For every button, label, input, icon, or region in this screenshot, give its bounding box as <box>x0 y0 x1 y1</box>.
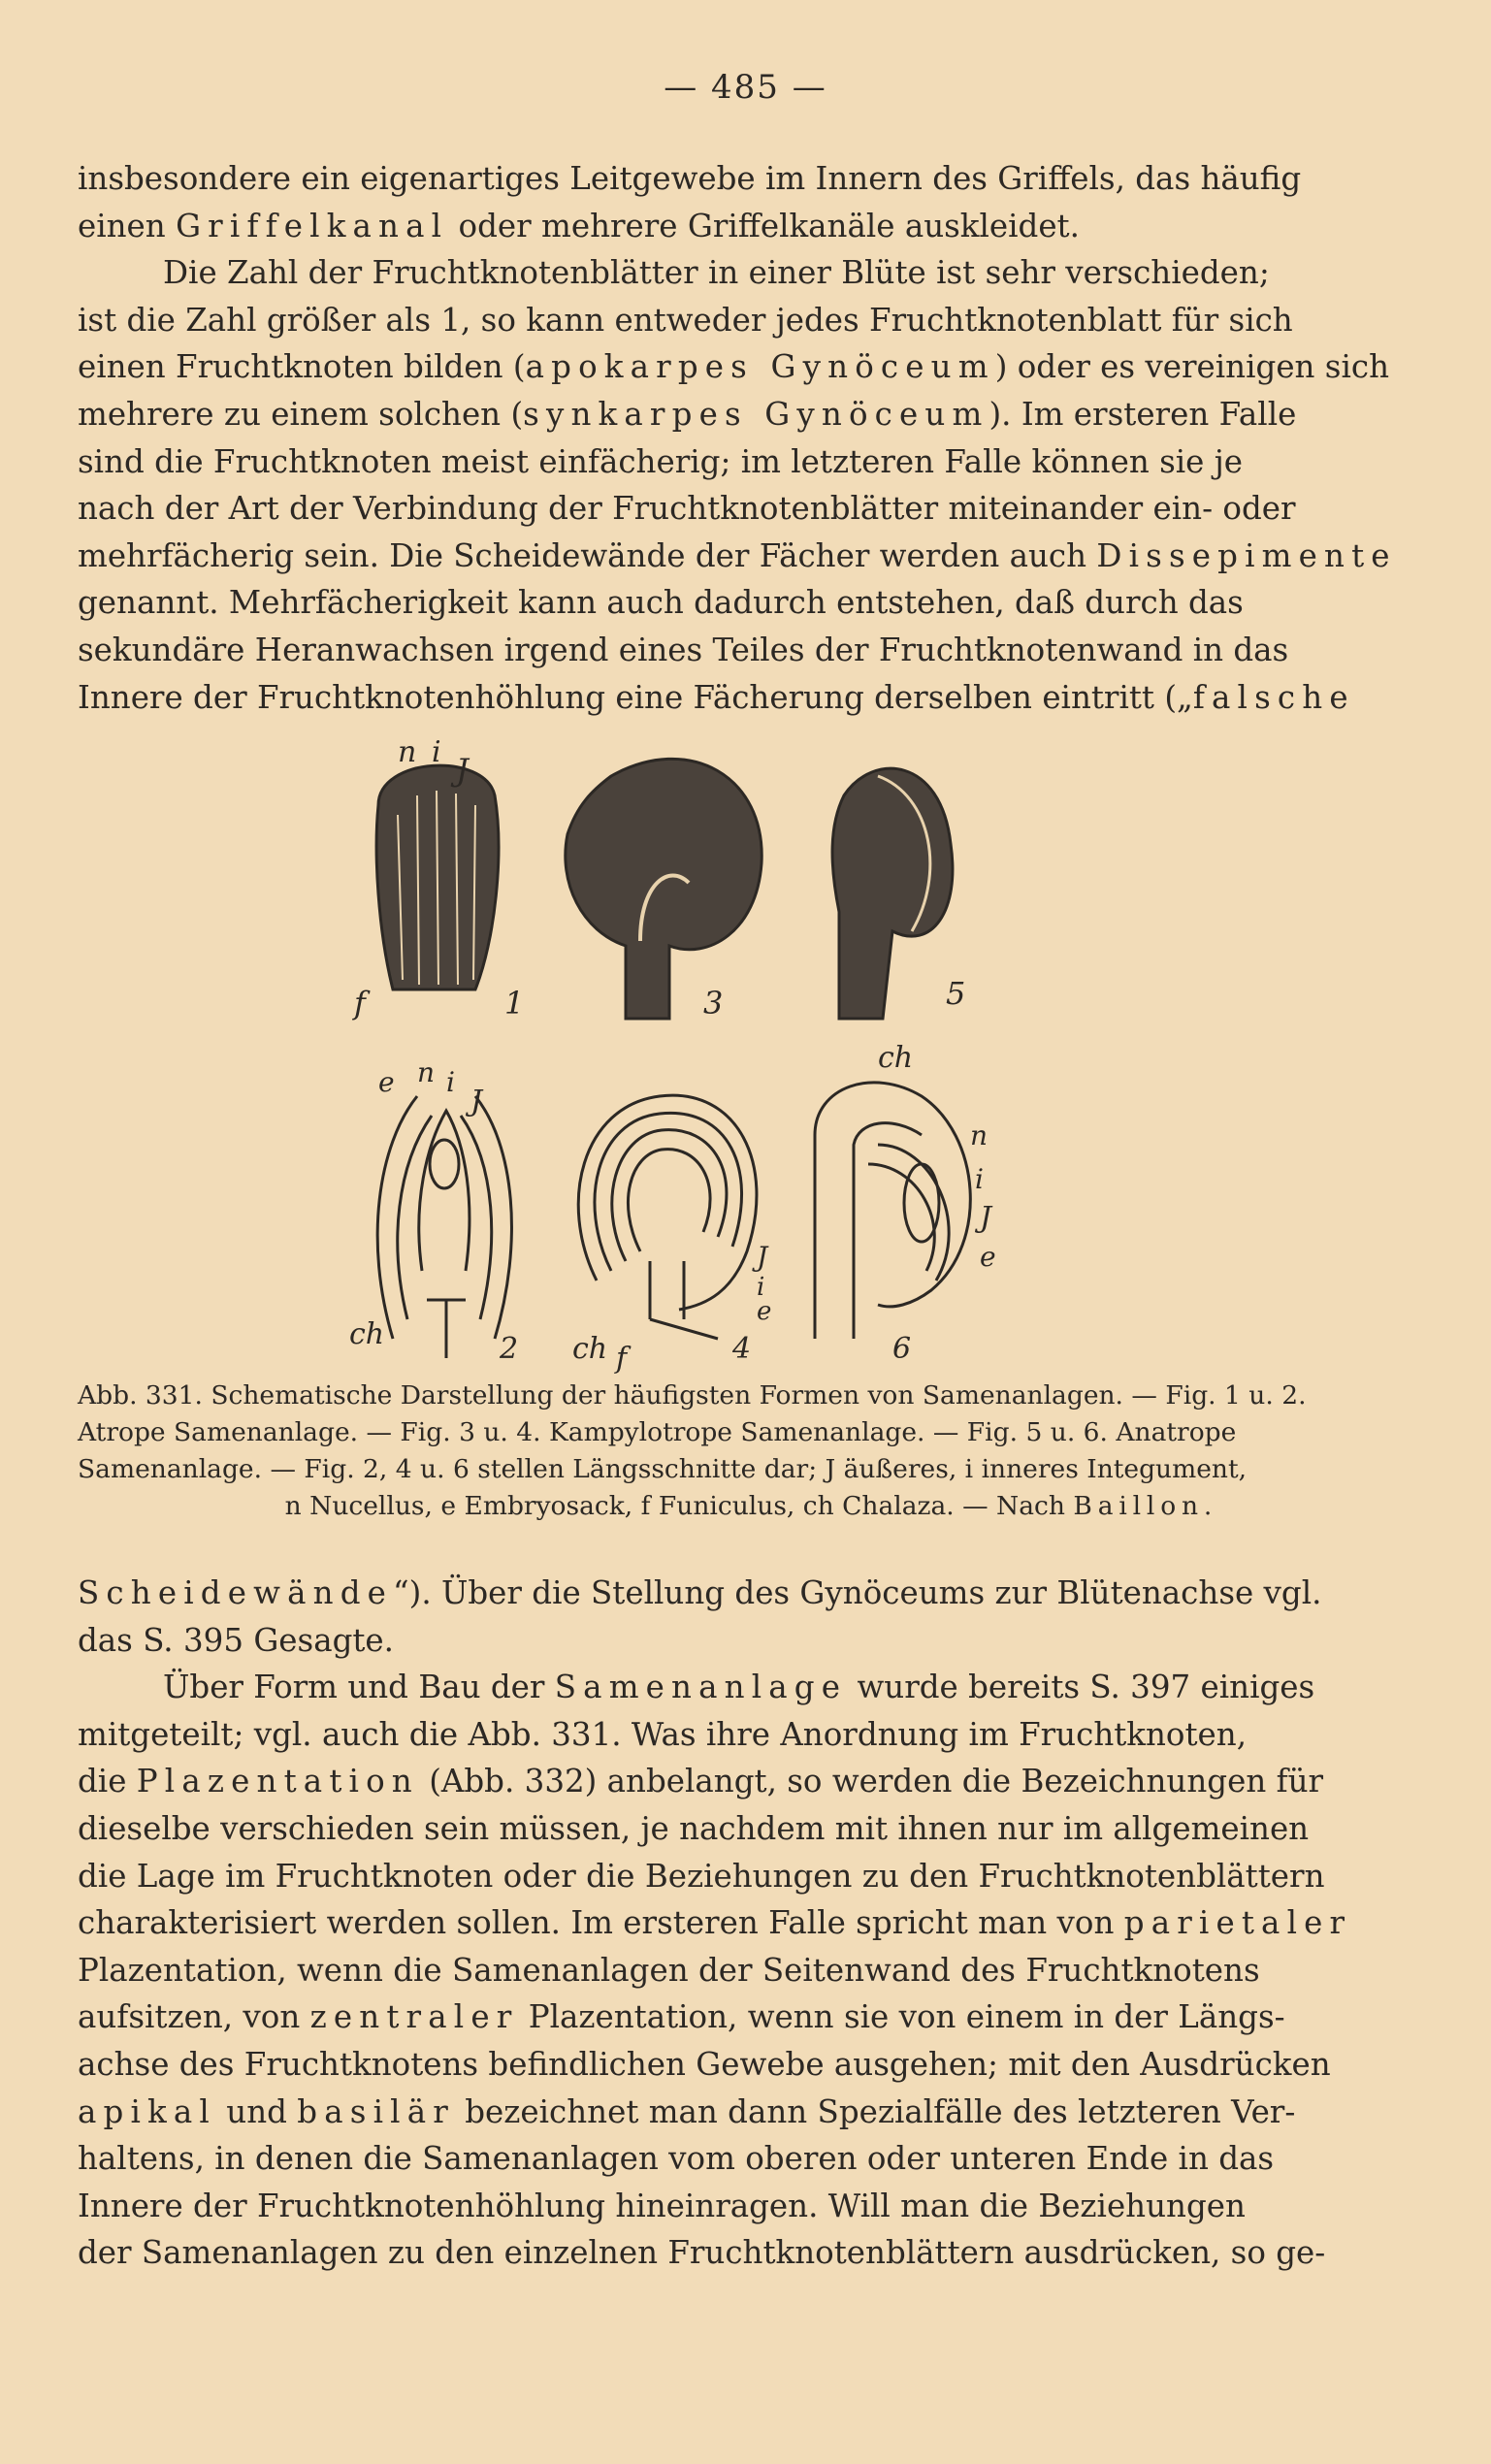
caption-line: n Nucellus, e Embryosack, f Funiculus, ch Chalaza. — Nach Baillon. <box>284 1491 1213 1521</box>
label-e: e <box>378 1066 395 1098</box>
fig2-atrope-section <box>349 1056 518 1366</box>
caption-line: Atrope Samenanlage. — Fig. 3 u. 4. Kampylotrope Samenanlage. — Fig. 5 u. 6. Anatrope <box>78 1417 1237 1447</box>
figure-number-2: 2 <box>500 1332 519 1366</box>
figure-ovule-drawings <box>349 737 1154 1378</box>
label-n: n <box>398 737 417 769</box>
text-line: Über Form und Bau der Samenanlage wurde bereits S. 397 einiges <box>163 1669 1315 1706</box>
text-line: apikal und basilär bezeichnet man dann Spezialfälle des letzteren Ver- <box>78 2092 1296 2130</box>
text-line: achse des Fruchtknotens befindlichen Gewebe ausgehen; mit den Ausdrücken <box>78 2045 1331 2083</box>
text-line: mitgeteilt; vgl. auch die Abb. 331. Was ihre Anordnung im Fruchtknoten, <box>78 1715 1248 1753</box>
ovule-illustration <box>349 737 1154 1378</box>
label-ch: ch <box>878 1041 914 1075</box>
label-J: J <box>757 1241 768 1273</box>
fig5-anatrope-ovule <box>832 768 965 1019</box>
text-line: die Plazentation (Abb. 332) anbelangt, so werden die Bezeichnungen für <box>78 1763 1324 1800</box>
figure-caption <box>78 1378 1419 1525</box>
caption-line: Abb. 331. Schematische Darstellung der häufigsten Formen von Samenanlagen. — Fig. 1 u. 2. <box>78 1380 1307 1410</box>
paragraph-upper <box>78 155 1419 721</box>
text-line: Scheidewände“). Über die Stellung des Gynöceums zur Blütenachse vgl. <box>78 1574 1322 1611</box>
page-number: — 485 — <box>664 68 827 107</box>
text-line: einen Griffelkanal oder mehrere Griffelkanäle auskleidet. <box>78 207 1080 244</box>
fig6-anatrope-section <box>815 1041 996 1366</box>
figure-number-4: 4 <box>732 1332 752 1366</box>
label-e: e <box>980 1241 996 1273</box>
figure-number-5: 5 <box>946 975 966 1012</box>
caption-line: Samenanlage. — Fig. 2, 4 u. 6 stellen Längsschnitte dar; J äußeres, i inneres Integument, <box>78 1454 1248 1484</box>
label-i: i <box>432 737 441 769</box>
text-line: Innere der Fruchtknotenhöhlung eine Fächerung derselben eintritt („falsche <box>78 678 1355 716</box>
text-line: dieselbe verschieden sein müssen, je nachdem mit ihnen nur im allgemeinen <box>78 1809 1310 1847</box>
label-n: n <box>970 1119 989 1151</box>
label-e: e <box>757 1297 772 1326</box>
text-line: haltens, in denen die Samenanlagen vom oberen oder unteren Ende in das <box>78 2140 1275 2178</box>
label-i: i <box>757 1273 765 1302</box>
text-line: mehrere zu einem solchen (synkarpes Gynöceum). Im ersteren Falle <box>78 395 1297 433</box>
figure-number-3: 3 <box>703 985 724 1021</box>
label-f: f <box>616 1342 628 1376</box>
label-i: i <box>975 1163 984 1195</box>
text-line: charakterisiert werden sollen. Im ersteren Falle spricht man von parietaler <box>78 1904 1352 1942</box>
text-line: insbesondere ein eigenartiges Leitgewebe im Innern des Griffels, das häufig <box>78 160 1302 197</box>
text-line: mehrfächerig sein. Die Scheidewände der Fächer werden auch Dissepimente <box>78 536 1397 574</box>
text-line: aufsitzen, von zentraler Plazentation, wenn sie von einem in der Längs- <box>78 1998 1285 2036</box>
text-line: der Samenanlagen zu den einzelnen Fruchtknotenblättern ausdrücken, so ge- <box>78 2234 1326 2272</box>
text-line: ist die Zahl größer als 1, so kann entweder jedes Fruchtknotenblatt für sich <box>78 301 1293 339</box>
label-i: i <box>446 1066 455 1098</box>
label-J: J <box>456 752 469 789</box>
text-line: sekundäre Heranwachsen irgend eines Teiles der Fruchtknotenwand in das <box>78 631 1289 668</box>
text-line: das S. 395 Gesagte. <box>78 1621 394 1659</box>
text-line: die Lage im Fruchtknoten oder die Beziehungen zu den Fruchtknotenblättern <box>78 1857 1325 1895</box>
text-line: Die Zahl der Fruchtknotenblätter in einer Blüte ist sehr verschieden; <box>163 254 1270 292</box>
label-ch: ch <box>572 1332 608 1366</box>
label-J: J <box>980 1201 992 1235</box>
text-line: nach der Art der Verbindung der Fruchtknotenblätter miteinander ein- oder <box>78 490 1296 528</box>
text-line: Innere der Fruchtknotenhöhlung hineinragen. Will man die Beziehungen <box>78 2187 1246 2224</box>
text-line: einen Fruchtknoten bilden (apokarpes Gynöceum) oder es vereinigen sich <box>78 348 1390 386</box>
figure-number-1: 1 <box>504 985 525 1021</box>
label-n: n <box>417 1056 436 1088</box>
fig1-atrope-ovule <box>352 737 524 1021</box>
figure-number-6: 6 <box>892 1332 912 1366</box>
paragraph-lower <box>78 1570 1419 2277</box>
text-line: Plazentation, wenn die Samenanlagen der Seitenwand des Fruchtknotens <box>78 1951 1260 1989</box>
fig4-campylotrope-section <box>572 1095 771 1376</box>
text-line: genannt. Mehrfächerigkeit kann auch dadurch entstehen, daß durch das <box>78 584 1244 622</box>
label-ch: ch <box>349 1317 385 1351</box>
label-J: J <box>470 1085 483 1119</box>
text-line: sind die Fruchtknoten meist einfächerig; im letzteren Falle können sie je <box>78 442 1244 480</box>
fig3-campylotrope-ovule <box>566 759 762 1021</box>
label-f: f <box>354 985 366 1021</box>
